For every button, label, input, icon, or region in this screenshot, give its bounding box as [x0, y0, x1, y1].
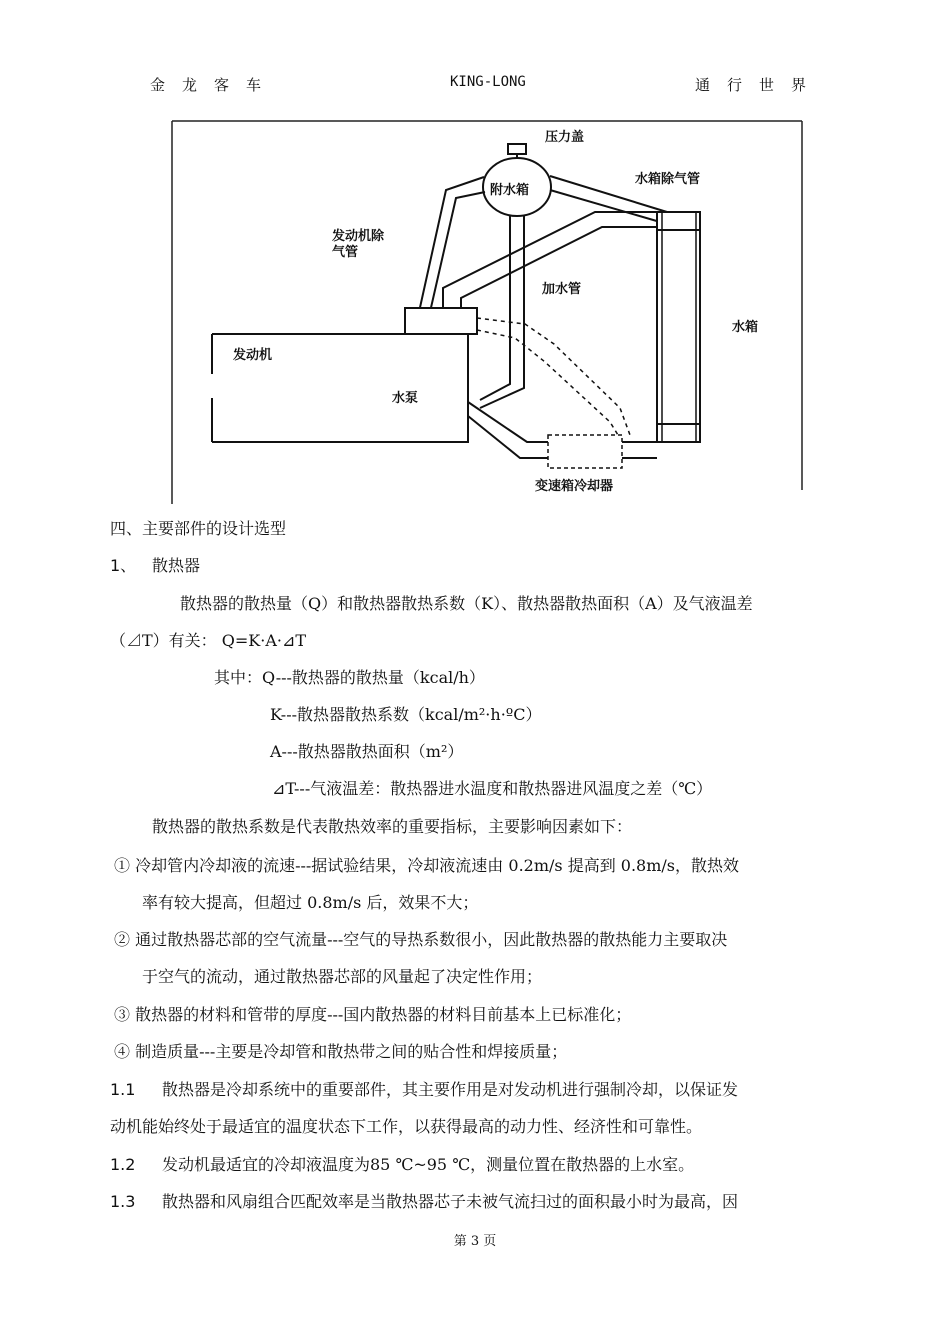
s11-line1: 散热器是冷却系统中的重要部件，其主要作用是对发动机进行强制冷却，以保证发	[162, 1080, 739, 1099]
label-engine-vent-1: 发动机除	[332, 229, 385, 244]
label-aux-tank: 附水箱	[490, 183, 530, 198]
para2: 散热器的散热系数是代表散热效率的重要指标，主要影响因素如下：	[152, 817, 633, 836]
radiator	[657, 212, 700, 442]
engine-outlet	[405, 308, 477, 334]
label-radiator: 水箱	[732, 320, 759, 335]
item2-line2: 于空气的流动，通过散热器芯部的风量起了决定性作用；	[142, 967, 543, 986]
s11-line2: 动机能始终处于最适宜的温度状态下工作，以获得最高的动力性、经济性和可靠性。	[110, 1117, 703, 1136]
label-tank-vent: 水箱除气管	[635, 172, 701, 187]
page-footer: 第 3 页	[453, 1234, 497, 1249]
label-pressure-cap: 压力盖	[545, 130, 585, 145]
para1-line2: （⊿T）有关： Q=K·A·⊿T	[110, 631, 307, 650]
s12-number: 1.2	[110, 1155, 136, 1174]
section-title: 四、主要部件的设计选型	[110, 519, 287, 538]
where-k: K---散热器散热系数（kcal/m²·h·ºC）	[270, 705, 542, 724]
where-t: ⊿T---气液温差：散热器进水温度和散热器进风温度之差（℃）	[272, 779, 713, 798]
label-pump: 水泵	[392, 391, 419, 406]
header-left: 金龙客车	[150, 76, 279, 94]
s12-text: 发动机最适宜的冷却液温度为85 ℃~95 ℃，测量位置在散热器的上水室。	[162, 1155, 695, 1174]
label-engine-vent-2: 气管	[332, 245, 359, 260]
label-fill-pipe: 加水管	[542, 282, 582, 297]
s11-number: 1.1	[110, 1080, 136, 1099]
s13-text: 散热器和风扇组合匹配效率是当散热器芯子未被气流扫过的面积最小时为最高，因	[162, 1192, 739, 1211]
trans-cooler	[548, 435, 622, 468]
where-q: 其中：Q---散热器的散热量（kcal/h）	[214, 668, 485, 687]
cooling-system-diagram	[140, 112, 805, 504]
header-center: KING-LONG	[450, 74, 526, 90]
label-trans-cooler: 变速箱冷却器	[535, 479, 614, 494]
header-right: 通行世界	[695, 76, 824, 94]
item4: ④ 制造质量---主要是冷却管和散热带之间的贴合性和焊接质量；	[114, 1042, 568, 1061]
sub1-title: 散热器	[152, 556, 201, 575]
item1-line2: 率有较大提高，但超过 0.8m/s 后，效果不大；	[142, 893, 479, 912]
item3: ③ 散热器的材料和管带的厚度---国内散热器的材料目前基本上已标准化；	[114, 1005, 632, 1024]
para1-line1: 散热器的散热量（Q）和散热器散热系数（K）、散热器散热面积（A）及气液温差	[180, 594, 753, 613]
sub1-number: 1、	[110, 556, 137, 575]
s13-number: 1.3	[110, 1192, 136, 1211]
where-a: A---散热器散热面积（m²）	[270, 742, 464, 761]
item2-line1: ② 通过散热器芯部的空气流量---空气的导热系数很小，因此散热器的散热能力主要取决	[114, 930, 728, 949]
item1-line1: ① 冷却管内冷却液的流速---据试验结果，冷却液流速由 0.2m/s 提高到 0.8m/s，散热效	[114, 856, 740, 875]
label-engine: 发动机	[233, 348, 273, 363]
